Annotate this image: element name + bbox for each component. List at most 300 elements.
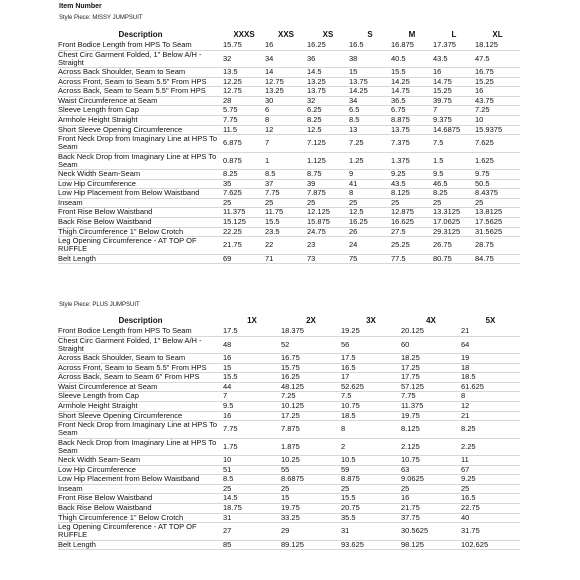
measurement-value: 16.25: [307, 41, 326, 49]
measurement-description: Leg Opening Circumference - AT TOP OF RUFFLE: [58, 522, 197, 540]
table-row: [58, 106, 520, 116]
size-header-l: L: [451, 30, 457, 40]
size-header-xxxs: XXXS: [233, 30, 255, 40]
measurement-value: 13.75: [391, 125, 410, 134]
measurement-value: 23.5: [265, 227, 280, 236]
measurement-value: 26.75: [433, 240, 452, 250]
measurement-value: 24.75: [307, 227, 326, 236]
measurement-value: 80.75: [433, 254, 452, 263]
measurement-value: 11.375: [401, 401, 424, 410]
measurement-value: 21.75: [401, 503, 420, 512]
measurement-value: 12.875: [391, 207, 414, 217]
measurement-value: 12: [461, 401, 470, 410]
measurement-value: 21: [461, 327, 470, 335]
measurement-description: Front Neck Drop from Imaginary Line at HPS To Seam: [58, 134, 218, 152]
measurement-value: 17.5625: [475, 217, 503, 226]
measurement-value: 16: [401, 493, 410, 503]
measurement-value: 36.5: [391, 96, 406, 105]
measurement-value: 8.875: [391, 115, 410, 124]
table-row: [58, 503, 520, 513]
measurement-value: 50.5: [475, 179, 490, 188]
measurement-value: 61.625: [461, 382, 484, 391]
table-row: [58, 494, 520, 504]
measurement-value: 7.75: [401, 391, 416, 401]
measurement-value: 43.75: [475, 96, 494, 105]
measurement-value: 13.75: [349, 77, 368, 86]
measurement-description: Chest Circ Garment Folded, 1" Below A/H - Straight: [58, 336, 202, 353]
measurement-value: 32: [223, 53, 232, 63]
measurement-value: 63: [401, 465, 410, 474]
measurement-value: 15.75: [281, 363, 300, 372]
measurement-value: 9.0625: [401, 474, 424, 484]
measurement-value: 14.6875: [433, 125, 461, 134]
measurement-value: 24: [349, 240, 358, 250]
measurement-value: 16: [265, 41, 274, 49]
measurement-value: 17.5: [223, 327, 238, 335]
measurement-value: 12.25: [223, 77, 242, 86]
size-header-xs: XS: [322, 30, 334, 40]
measurement-value: 43.5: [433, 53, 448, 63]
measurement-value: 18.5: [341, 411, 356, 420]
measurement-description: Across Back, Seam to Seam 5.5" From HPS: [58, 86, 206, 96]
measurement-value: 1.125: [307, 155, 326, 165]
measurement-value: 46.5: [433, 179, 448, 188]
measurement-value: 18.375: [281, 327, 304, 335]
measurement-description: Across Back Shoulder, Seam to Seam: [58, 353, 186, 362]
measurement-value: 25.25: [391, 240, 410, 250]
measurement-value: 9: [349, 169, 354, 178]
measurement-value: 1.25: [349, 155, 364, 165]
measurement-value: 19.25: [341, 327, 360, 335]
table-row: [58, 411, 520, 421]
measurement-value: 67: [461, 465, 470, 474]
measurement-value: 15: [281, 493, 290, 503]
measurement-description: Low Hip Circumference: [58, 179, 136, 188]
measurement-value: 9.375: [433, 115, 452, 124]
measurement-value: 6.75: [391, 105, 406, 115]
measurement-value: 6.25: [307, 105, 322, 115]
measurement-value: 7.5: [433, 138, 444, 148]
measurement-value: 25: [433, 198, 442, 207]
table-row: [58, 96, 520, 106]
measurement-value: 1.375: [391, 155, 410, 165]
measurement-value: 25: [401, 484, 410, 493]
measurement-value: 37: [265, 179, 274, 188]
measurement-value: 8.75: [307, 169, 322, 178]
measurement-value: 9.25: [391, 169, 406, 178]
measurement-value: 21.75: [223, 240, 242, 250]
measurement-value: 11.5: [223, 125, 238, 134]
measurement-description: Belt Length: [58, 540, 96, 549]
measurement-value: 15: [223, 363, 232, 372]
measurement-description: Across Back, Seam to Seam 6" From HPS: [58, 372, 200, 382]
measurement-description: Front Bodice Length from HPS To Seam: [58, 41, 192, 49]
measurement-value: 19.75: [281, 503, 300, 512]
table-row: [58, 68, 520, 78]
measurement-value: 1.5: [433, 155, 444, 165]
measurement-value: 14: [265, 67, 274, 76]
measurement-description: Short Sleeve Opening Circumference: [58, 411, 183, 420]
measurement-value: 31.5625: [475, 227, 503, 236]
measurement-value: 12.75: [265, 77, 284, 86]
measurement-value: 15: [349, 67, 358, 76]
measurement-value: 7.75: [223, 115, 238, 124]
measurement-value: 1.875: [281, 441, 300, 451]
measurement-value: 16: [475, 86, 484, 96]
measurement-description: Low Hip Circumference: [58, 465, 136, 474]
measurement-value: 30.5625: [401, 526, 429, 536]
measurement-value: 48.125: [281, 382, 304, 391]
measurement-value: 16.625: [391, 217, 414, 226]
measurement-value: 84.75: [475, 254, 494, 263]
measurement-value: 25: [475, 198, 484, 207]
measurement-value: 8.25: [223, 169, 238, 178]
measurement-value: 18.25: [401, 353, 420, 362]
measurement-value: 7: [433, 105, 438, 115]
measurement-value: 36: [307, 53, 316, 63]
measurement-value: 7.625: [475, 138, 494, 148]
measurement-value: 23: [307, 240, 316, 250]
size-header-2x: 2X: [306, 316, 316, 326]
measurement-description: Waist Circumference at Seam: [58, 96, 158, 105]
measurement-value: 2.25: [461, 441, 476, 451]
measurement-value: 71: [265, 254, 274, 263]
measurement-value: 8.5: [265, 169, 276, 178]
measurement-value: 25: [223, 484, 232, 493]
measurement-value: 16: [223, 353, 232, 362]
measurement-value: 33.25: [281, 513, 300, 522]
size-header-xl: XL: [492, 30, 503, 40]
table-row: [58, 354, 520, 364]
measurement-value: 22: [265, 240, 274, 250]
table-row: [58, 373, 520, 383]
table-row: [58, 189, 520, 199]
measurement-value: 10.125: [281, 401, 304, 410]
measurement-value: 16.5: [349, 41, 364, 49]
measurement-value: 18.125: [475, 41, 498, 49]
table-row: [58, 401, 520, 411]
measurement-value: 98.125: [401, 540, 424, 549]
measurement-value: 20.75: [341, 503, 360, 512]
size-header-3x: 3X: [366, 316, 376, 326]
measurement-value: 11: [461, 455, 469, 464]
measurement-value: 69: [223, 254, 232, 263]
measurement-value: 13.8125: [475, 207, 503, 217]
measurement-value: 32: [307, 96, 316, 105]
measurement-description: Neck Width Seam-Seam: [58, 455, 141, 464]
measurement-description: Back Rise Below Waistband: [58, 503, 152, 512]
measurement-value: 27: [223, 526, 232, 536]
measurement-value: 16.75: [281, 353, 300, 362]
measurement-description: Waist Circumference at Seam: [58, 382, 158, 391]
measurement-value: 34: [265, 53, 274, 63]
measurement-value: 8.125: [401, 424, 420, 434]
measurement-value: 59: [341, 465, 350, 474]
measurement-description: Front Rise Below Waistband: [58, 207, 153, 217]
measurement-value: 85: [223, 540, 232, 549]
measurement-value: 5.75: [223, 105, 238, 115]
measurement-value: 15.25: [433, 86, 452, 96]
measurement-value: 15.875: [307, 217, 330, 226]
measurement-value: 6.875: [223, 138, 242, 148]
measurement-description: Neck Width Seam-Seam: [58, 169, 141, 178]
measurement-value: 56: [341, 339, 350, 349]
measurement-value: 15.25: [475, 77, 494, 86]
measurement-value: 7.75: [223, 424, 238, 434]
measurement-value: 15.5: [223, 372, 238, 382]
measurement-value: 9.5: [433, 169, 444, 178]
table-row: [58, 465, 520, 475]
measurement-value: 10.5: [341, 455, 356, 464]
table-row: [58, 125, 520, 135]
measurement-value: 48: [223, 339, 232, 349]
measurement-value: 7: [223, 391, 228, 401]
measurement-description: Back Neck Drop from Imaginary Line at HPS To Seam: [58, 438, 217, 455]
measurement-value: 1.625: [475, 155, 494, 165]
measurement-value: 8.25: [433, 188, 448, 198]
measurement-description: Armhole Height Straight: [58, 401, 138, 410]
measurement-value: 16.25: [281, 372, 300, 382]
table-row: [58, 152, 520, 169]
measurement-value: 12.75: [223, 86, 242, 96]
measurement-value: 13.3125: [433, 207, 461, 217]
measurement-value: 34: [349, 96, 358, 105]
measurement-value: 31: [341, 526, 350, 536]
measurement-value: 17: [341, 372, 350, 382]
measurement-value: 9.5: [223, 401, 234, 410]
measurement-value: 6.5: [349, 105, 360, 115]
table-row: [58, 50, 520, 67]
measurement-description: Front Bodice Length from HPS To Seam: [58, 327, 192, 335]
measurement-description: Across Front, Seam to Seam 5.5" From HPS: [58, 363, 207, 372]
measurement-value: 17.75: [401, 372, 420, 382]
measurement-value: 1: [265, 155, 270, 165]
measurement-value: 55: [281, 465, 290, 474]
measurement-value: 8.5: [223, 474, 234, 484]
measurement-value: 51: [223, 465, 232, 474]
table-row: [58, 217, 520, 227]
size-header-xxs: XXS: [277, 30, 294, 40]
measurement-value: 6: [265, 105, 270, 115]
plus-jumpsuit-spec-table: [58, 316, 520, 550]
measurement-value: 37.75: [401, 513, 420, 522]
measurement-value: 8.875: [341, 474, 360, 484]
measurement-value: 10.75: [401, 455, 420, 464]
measurement-value: 8.4375: [475, 188, 498, 198]
measurement-value: 17.5: [341, 353, 356, 362]
table-row: [58, 179, 520, 189]
measurement-value: 52.625: [341, 382, 364, 391]
description-header: Description: [118, 30, 163, 40]
measurement-value: 28: [223, 96, 232, 105]
measurement-value: 22.75: [461, 503, 480, 512]
measurement-description: Belt Length: [58, 254, 96, 263]
table-row: [58, 135, 520, 152]
measurement-value: 17.375: [433, 41, 456, 49]
measurement-value: 9.25: [461, 474, 476, 484]
measurement-value: 8: [341, 424, 346, 434]
measurement-value: 18: [461, 363, 470, 372]
size-header-4x: 4X: [426, 316, 436, 326]
measurement-value: 39.75: [433, 96, 452, 105]
table-row: [58, 254, 520, 264]
size-header-s: S: [367, 30, 373, 40]
measurement-value: 25: [461, 484, 470, 493]
table-row: [58, 523, 520, 540]
measurement-value: 77.5: [391, 254, 406, 263]
measurement-value: 30: [265, 96, 274, 105]
measurement-description: Thigh Circumference 1" Below Crotch: [58, 513, 184, 522]
measurement-value: 1.75: [223, 441, 238, 451]
measurement-value: 15.9375: [475, 125, 503, 134]
missy-header-row: [58, 30, 520, 41]
measurement-value: 11.75: [265, 207, 284, 217]
table-row: [58, 382, 520, 392]
measurement-value: 2.125: [401, 441, 420, 451]
measurement-value: 16.5: [461, 493, 476, 503]
measurement-value: 8: [349, 188, 354, 198]
measurement-description: Front Rise Below Waistband: [58, 493, 153, 503]
measurement-value: 7.875: [307, 188, 326, 198]
measurement-description: Chest Circ Garment Folded, 1" Below A/H - Straight: [58, 50, 202, 67]
measurement-value: 28.75: [475, 240, 494, 250]
measurement-value: 21: [461, 411, 470, 420]
measurement-value: 39: [307, 179, 316, 188]
measurement-value: 57.125: [401, 382, 424, 391]
measurement-value: 29: [281, 526, 290, 536]
measurement-value: 13.25: [265, 86, 284, 96]
measurement-value: 29.3125: [433, 227, 461, 236]
measurement-value: 18.5: [461, 372, 476, 382]
measurement-value: 8.6875: [281, 474, 304, 484]
measurement-value: 25: [223, 198, 232, 207]
measurement-value: 25: [265, 198, 274, 207]
table-row: [58, 513, 520, 523]
measurement-value: 11.375: [223, 207, 246, 217]
measurement-value: 7: [265, 138, 270, 148]
measurement-value: 16.875: [391, 41, 414, 49]
measurement-description: Low Hip Placement from Below Waistband: [58, 188, 200, 198]
size-header-5x: 5X: [485, 316, 496, 326]
measurement-description: Across Front, Seam to Seam 5.5" From HPS: [58, 77, 207, 86]
measurement-value: 15.5: [265, 217, 280, 226]
measurement-value: 12.125: [307, 207, 330, 217]
measurement-description: Leg Opening Circumference - AT TOP OF RUFFLE: [58, 236, 197, 254]
table-row: [58, 237, 520, 254]
description-header: Description: [118, 316, 163, 326]
measurement-value: 19.75: [401, 411, 420, 420]
measurement-description: Across Back Shoulder, Seam to Seam: [58, 67, 186, 76]
measurement-value: 75: [349, 254, 358, 263]
measurement-value: 16: [433, 67, 442, 76]
measurement-value: 8.5: [349, 115, 360, 124]
measurement-value: 27.5: [391, 227, 406, 236]
measurement-value: 93.625: [341, 540, 364, 549]
measurement-value: 40: [461, 513, 470, 522]
missy-jumpsuit-spec-table: [58, 30, 520, 264]
measurement-value: 12.5: [307, 125, 322, 134]
table-row: [58, 327, 520, 336]
measurement-value: 64: [461, 339, 470, 349]
table-row: [58, 363, 520, 373]
measurement-value: 7.875: [281, 424, 300, 434]
measurement-value: 16: [223, 411, 232, 420]
measurement-value: 17.0625: [433, 217, 461, 226]
table-row: [58, 421, 520, 438]
measurement-value: 25: [307, 198, 316, 207]
measurement-value: 8.25: [461, 424, 476, 434]
table-row: [58, 392, 520, 402]
measurement-value: 16.25: [349, 217, 368, 226]
measurement-value: 43.5: [391, 179, 406, 188]
measurement-value: 10.25: [281, 455, 300, 464]
measurement-value: 8: [461, 391, 466, 401]
measurement-description: Back Rise Below Waistband: [58, 217, 152, 226]
measurement-value: 13: [349, 125, 358, 134]
table-row: [58, 438, 520, 455]
measurement-value: 35: [223, 179, 232, 188]
measurement-value: 60: [401, 339, 410, 349]
measurement-description: Sleeve Length from Cap: [58, 391, 139, 401]
measurement-value: 25: [349, 198, 358, 207]
measurement-value: 26: [349, 227, 358, 236]
measurement-value: 14.75: [433, 77, 452, 86]
table-row: [58, 208, 520, 218]
measurement-value: 73: [307, 254, 316, 263]
measurement-description: Inseam: [58, 198, 83, 207]
measurement-value: 102.625: [461, 540, 489, 549]
measurement-value: 16.5: [341, 363, 356, 372]
measurement-value: 13.75: [307, 86, 326, 96]
measurement-value: 14.5: [307, 67, 322, 76]
measurement-value: 14.75: [391, 86, 410, 96]
measurement-description: Armhole Height Straight: [58, 115, 138, 124]
measurement-value: 38: [349, 53, 358, 63]
measurement-value: 44: [223, 382, 232, 391]
measurement-value: 17.25: [281, 411, 300, 420]
measurement-value: 7.625: [223, 188, 242, 198]
measurement-value: 15.5: [391, 67, 406, 76]
measurement-value: 18.75: [223, 503, 242, 512]
measurement-description: Short Sleeve Opening Circumference: [58, 125, 183, 134]
measurement-description: Inseam: [58, 484, 83, 493]
measurement-value: 31.75: [461, 526, 480, 536]
measurement-value: 22.25: [223, 227, 242, 236]
measurement-value: 31: [223, 513, 232, 522]
measurement-value: 7.125: [307, 138, 326, 148]
measurement-description: Front Neck Drop from Imaginary Line at HPS To Seam: [58, 420, 218, 438]
measurement-description: Low Hip Placement from Below Waistband: [58, 474, 200, 484]
measurement-description: Sleeve Length from Cap: [58, 105, 139, 115]
plus-header-row: [58, 316, 520, 327]
measurement-value: 9.75: [475, 169, 490, 178]
measurement-value: 19: [461, 353, 470, 362]
measurement-value: 25: [281, 484, 290, 493]
measurement-value: 13.25: [307, 77, 326, 86]
measurement-value: 25: [341, 484, 350, 493]
measurement-value: 12: [265, 125, 274, 134]
measurement-value: 14.25: [349, 86, 368, 96]
measurement-value: 41: [349, 179, 358, 188]
size-header-1x: 1X: [247, 316, 257, 326]
measurement-value: 17.25: [401, 363, 420, 372]
table-row: [58, 475, 520, 485]
measurement-value: 16.75: [475, 67, 494, 76]
measurement-value: 10: [475, 115, 484, 124]
measurement-value: 47.5: [475, 53, 490, 63]
measurement-value: 14.5: [223, 493, 238, 503]
table-row: [58, 77, 520, 87]
